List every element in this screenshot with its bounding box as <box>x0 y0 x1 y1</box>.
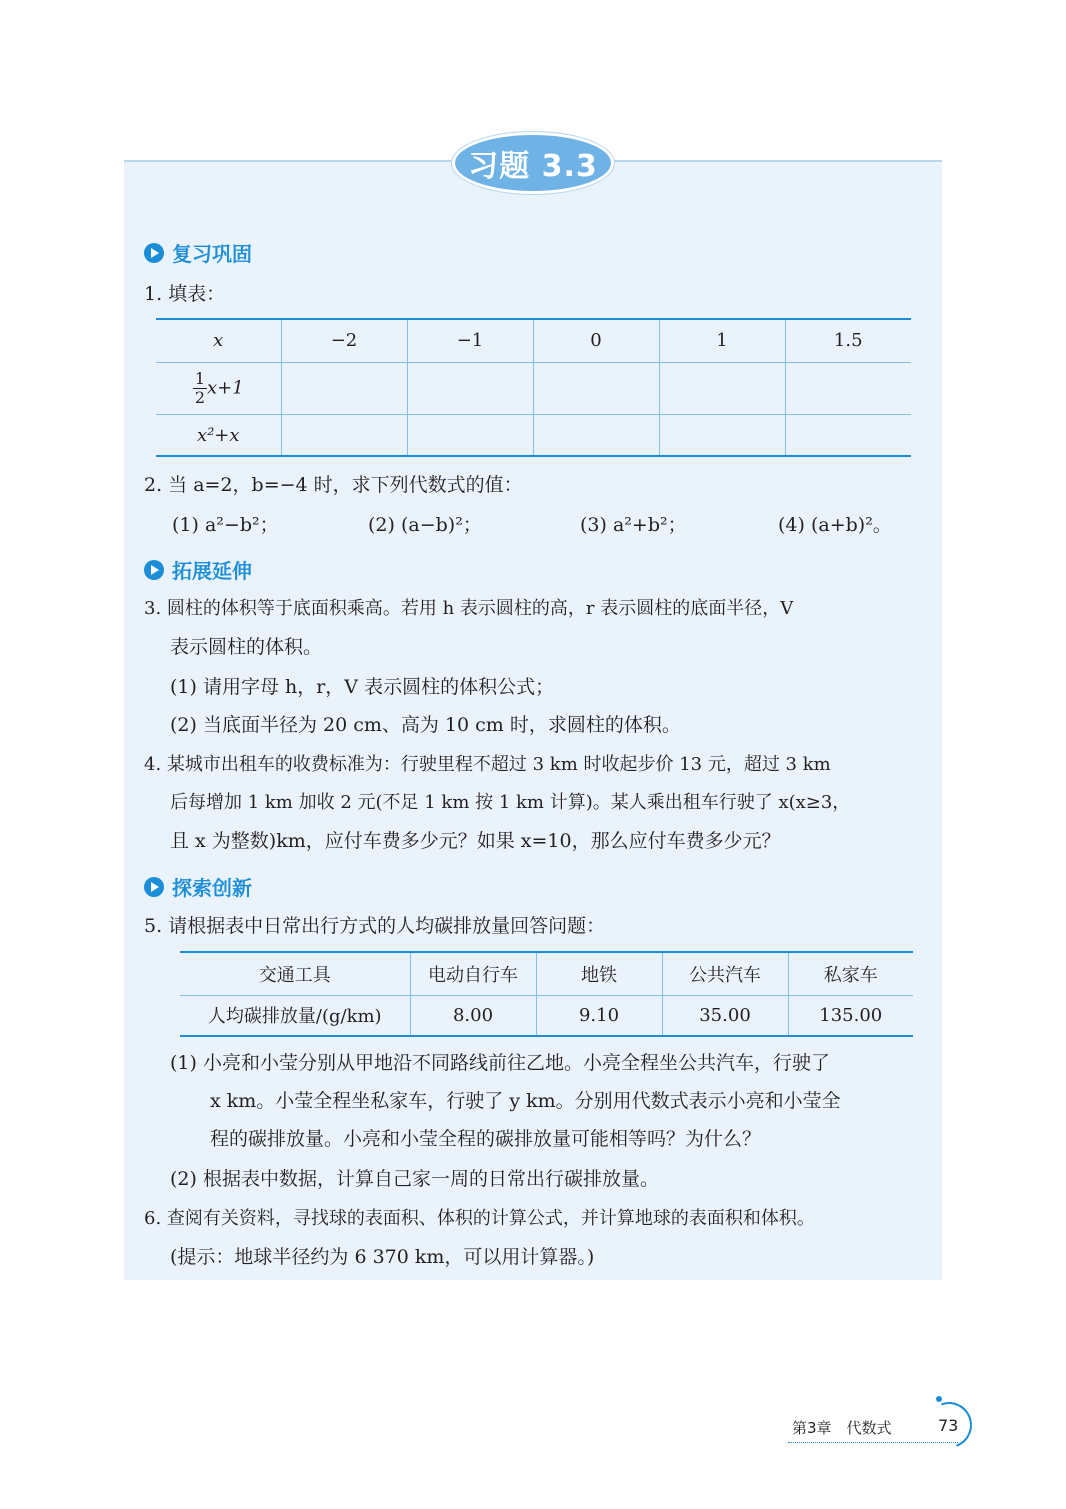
table-header-cell: 0 <box>533 320 659 362</box>
table-cell: 135.00 <box>788 995 913 1035</box>
table-header-cell: 私家车 <box>788 953 913 995</box>
table-cell <box>659 414 785 456</box>
table-cell: 8.00 <box>410 995 536 1035</box>
table-header-cell: −2 <box>281 320 407 362</box>
q5-sub: (2) 根据表中数据，计算自己家一周的日常出行碳排放量。 <box>170 1168 659 1190</box>
q5-sub: 程的碳排放量。小亮和小莹全程的碳排放量可能相等吗？为什么？ <box>210 1128 762 1150</box>
table-header-cell: x <box>156 320 281 362</box>
section-review <box>144 238 252 267</box>
table2-bottom-rule <box>180 1035 913 1037</box>
footer-dot <box>936 1396 942 1402</box>
play-icon <box>144 877 164 897</box>
exercise-title-badge <box>452 132 614 194</box>
table-cell <box>281 414 407 456</box>
table-cell <box>785 414 911 456</box>
q2-prompt: 2. 当 a=2，b=−4 时，求下列代数式的值： <box>144 474 523 496</box>
q5-prompt: 5. 请根据表中日常出行方式的人均碳排放量回答问题： <box>144 915 606 937</box>
section-explore-label: 探索创新 <box>172 876 252 900</box>
section-extend-label: 拓展延伸 <box>172 559 252 583</box>
table-cell: 人均碳排放量/(g/km) <box>180 995 410 1035</box>
table-header-cell: 电动自行车 <box>410 953 536 995</box>
carbon-table <box>180 953 913 1035</box>
q4-line: 4. 某城市出租车的收费标准为：行驶里程不超过 3 km 时收起步价 13 元，超过 3 km <box>144 754 831 775</box>
footer-dotted-rule <box>788 1442 958 1443</box>
table-cell <box>407 362 533 414</box>
q5-sub: x km。小莹全程坐私家车，行驶了 y km。分别用代数式表示小亮和小莹全 <box>210 1090 841 1112</box>
q3-sub: (2) 当底面半径为 20 cm、高为 10 cm 时，求圆柱的体积。 <box>170 714 681 736</box>
page-footer <box>788 1408 964 1444</box>
table-header-cell: 1.5 <box>785 320 911 362</box>
table-cell <box>407 414 533 456</box>
q4-line: 后每增加 1 km 加收 2 元(不足 1 km 按 1 km 计算)。某人乘出租车行驶了 x(x≥3， <box>170 792 851 813</box>
q4-line: 且 x 为整数)km，应付车费多少元？如果 x=10，那么应付车费多少元？ <box>170 830 781 852</box>
q3-line: 表示圆柱的体积。 <box>170 636 323 658</box>
page-number: 73 <box>938 1416 959 1435</box>
chapter-label: 第3章 代数式 <box>792 1419 892 1437</box>
q2-item: (1) a²−b²； <box>172 514 279 536</box>
table-header-cell: 交通工具 <box>180 953 410 995</box>
table-header-cell: 公共汽车 <box>662 953 788 995</box>
play-icon <box>144 560 164 580</box>
q2-item: (2) (a−b)²； <box>368 514 482 536</box>
table-cell <box>785 362 911 414</box>
q2-item: (4) (a+b)²。 <box>778 514 892 536</box>
q1-prompt: 1. 填表： <box>144 283 226 305</box>
table-cell: 9.10 <box>536 995 662 1035</box>
q6-line: (提示：地球半径约为 6 370 km，可以用计算器。) <box>170 1246 595 1268</box>
q3-line: 3. 圆柱的体积等于底面积乘高。若用 h 表示圆柱的高，r 表示圆柱的底面半径，V <box>144 598 794 619</box>
play-icon <box>144 243 164 263</box>
table-row-label: x²+x <box>156 414 281 456</box>
q3-sub: (1) 请用字母 h，r，V 表示圆柱的体积公式； <box>170 676 555 698</box>
section-explore <box>144 872 252 901</box>
table-cell <box>659 362 785 414</box>
fill-table <box>156 320 911 456</box>
table-row-label: $\frac{1}{2}$ x+1 <box>156 362 281 414</box>
q2-item: (3) a²+b²； <box>580 514 687 536</box>
table-cell <box>533 362 659 414</box>
exercise-title: 习题 3.3 <box>468 149 598 184</box>
table1-bottom-rule <box>156 455 911 457</box>
q6-line: 6. 查阅有关资料，寻找球的表面积、体积的计算公式，并计算地球的表面积和体积。 <box>144 1208 815 1229</box>
q5-sub: (1) 小亮和小莹分别从甲地沿不同路线前往乙地。小亮全程坐公共汽车，行驶了 <box>170 1052 830 1074</box>
fraction: $\frac{1}{2}$ <box>194 368 205 407</box>
table-header-cell: 地铁 <box>536 953 662 995</box>
table-header-cell: 1 <box>659 320 785 362</box>
table-cell: 35.00 <box>662 995 788 1035</box>
section-extend <box>144 555 252 584</box>
table-cell <box>281 362 407 414</box>
table-cell <box>533 414 659 456</box>
section-review-label: 复习巩固 <box>172 242 252 266</box>
table-header-cell: −1 <box>407 320 533 362</box>
